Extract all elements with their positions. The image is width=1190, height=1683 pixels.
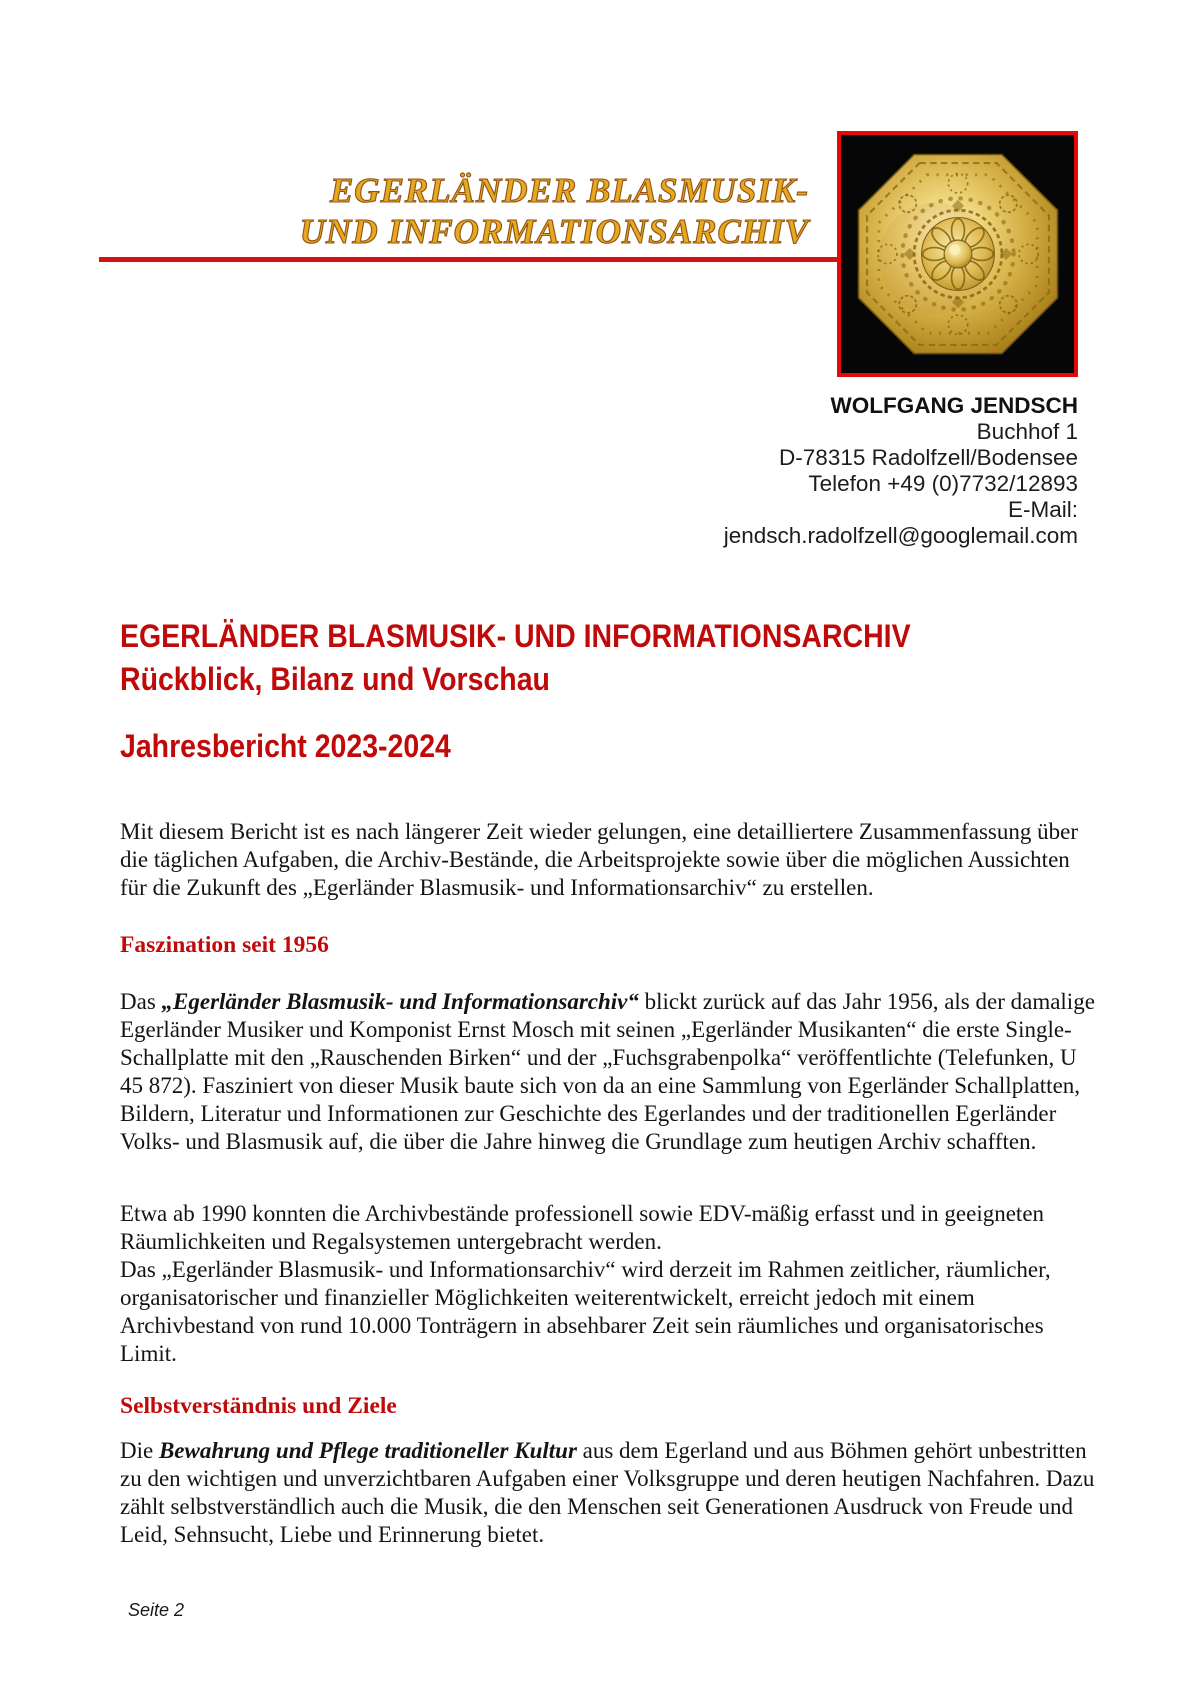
logo-title-line2: UND INFORMATIONSARCHIV <box>299 212 809 251</box>
section-heading-faszination: Faszination seit 1956 <box>120 932 329 958</box>
history-paragraph <box>120 988 1095 1156</box>
kultur-run-1: Die <box>120 1438 159 1463</box>
contact-city: D-78315 Radolfzell/Bodensee <box>779 445 1078 470</box>
kultur-run-2: aus dem Egerland und aus Böhmen gehört unbestritten zu den wichtigen und unverzichtbaren Aufgaben einer Volksgruppe und deren heutigen Nachfahren. Dazu zählt selbstverständlich auch die Musik, die den Menschen seit Generationen Ausdruck von Freude und Leid, Sehnsucht, Liebe und Erinnerung bietet. <box>120 1438 1095 1547</box>
contact-name: WOLFGANG JENDSCH <box>830 393 1078 418</box>
medallion-photo <box>837 131 1078 377</box>
page-number: Seite 2 <box>128 1600 185 1620</box>
header-divider-rule <box>99 257 838 262</box>
contact-phone: Telefon +49 (0)7732/12893 <box>808 471 1078 496</box>
report-title-line1: EGERLÄNDER BLASMUSIK- UND INFORMATIONSARCHIV <box>120 618 911 654</box>
kultur-paragraph <box>120 1437 1095 1549</box>
contact-street: Buchhof 1 <box>976 419 1078 444</box>
archive-logo-title <box>121 170 809 252</box>
status-part-2: Das „Egerländer Blasmusik- und Informationsarchiv“ wird derzeit im Rahmen zeitlicher, räumlicher, organisatorischer und finanzieller Möglichkeiten weiterentwickelt, erreicht jedoch mit einem Archivbestand von rund 10.000 Tonträgern in absehbarer Zeit sein räumliches und organisatorisches Limit. <box>120 1257 1051 1366</box>
section-heading-selbstverstaendnis: Selbstverständnis und Ziele <box>120 1393 397 1419</box>
intro-paragraph: Mit diesem Bericht ist es nach längerer Zeit wieder gelungen, eine detailliertere Zusammenfassung über die täglichen Aufgaben, die Archiv-Bestände, die Arbeitsprojekte sowie über die möglichen Aussichten für die Zukunft des „Egerländer Blasmusik- und Informationsarchiv“ zu erstellen. <box>120 819 1078 900</box>
report-year-title: Jahresbericht 2023-2024 <box>120 728 451 764</box>
contact-email-address: jendsch.radolfzell@googlemail.com <box>723 523 1078 548</box>
history-run-1: Das <box>120 989 162 1014</box>
report-title-line2: Rückblick, Bilanz und Vorschau <box>120 661 550 697</box>
archive-status-paragraph <box>120 1200 1095 1368</box>
history-run-2: blickt zurück auf das Jahr 1956, als der damalige Egerländer Musiker und Komponist Ernst Mosch mit seinen „Egerländer Musikanten“ die erste Single-Schallplatte mit den „Rauschenden Birken“ und der „Fuchsgrabenpolka“ veröffentlichte (Telefunken, U 45 872). Fasziniert von dieser Musik baute sich von da an eine Sammlung von Egerländer Schallplatten, Bildern, Literatur und Informationen zur Geschichte des Egerlandes und der traditionellen Egerländer Volks- und Blasmusik auf, die über die Jahre hinweg die Grundlage zum heutigen Archiv schafften. <box>120 989 1095 1154</box>
history-run-archive-name: „Egerländer Blasmusik- und Informationsarchiv“ <box>161 989 639 1014</box>
status-part-1: Etwa ab 1990 konnten die Archivbestände professionell sowie EDV-mäßig erfasst und in geeigneten Räumlichkeiten und Regalsystemen untergebracht werden. <box>120 1201 1045 1254</box>
logo-title-line1: EGERLÄNDER BLASMUSIK- <box>329 171 809 210</box>
report-title <box>120 615 1055 701</box>
gold-medallion-icon <box>851 145 1065 363</box>
kultur-run-emphasis: Bewahrung und Pflege traditioneller Kultur <box>158 1438 577 1463</box>
contact-block <box>121 393 1078 549</box>
contact-email-label: E-Mail: <box>1007 497 1078 522</box>
